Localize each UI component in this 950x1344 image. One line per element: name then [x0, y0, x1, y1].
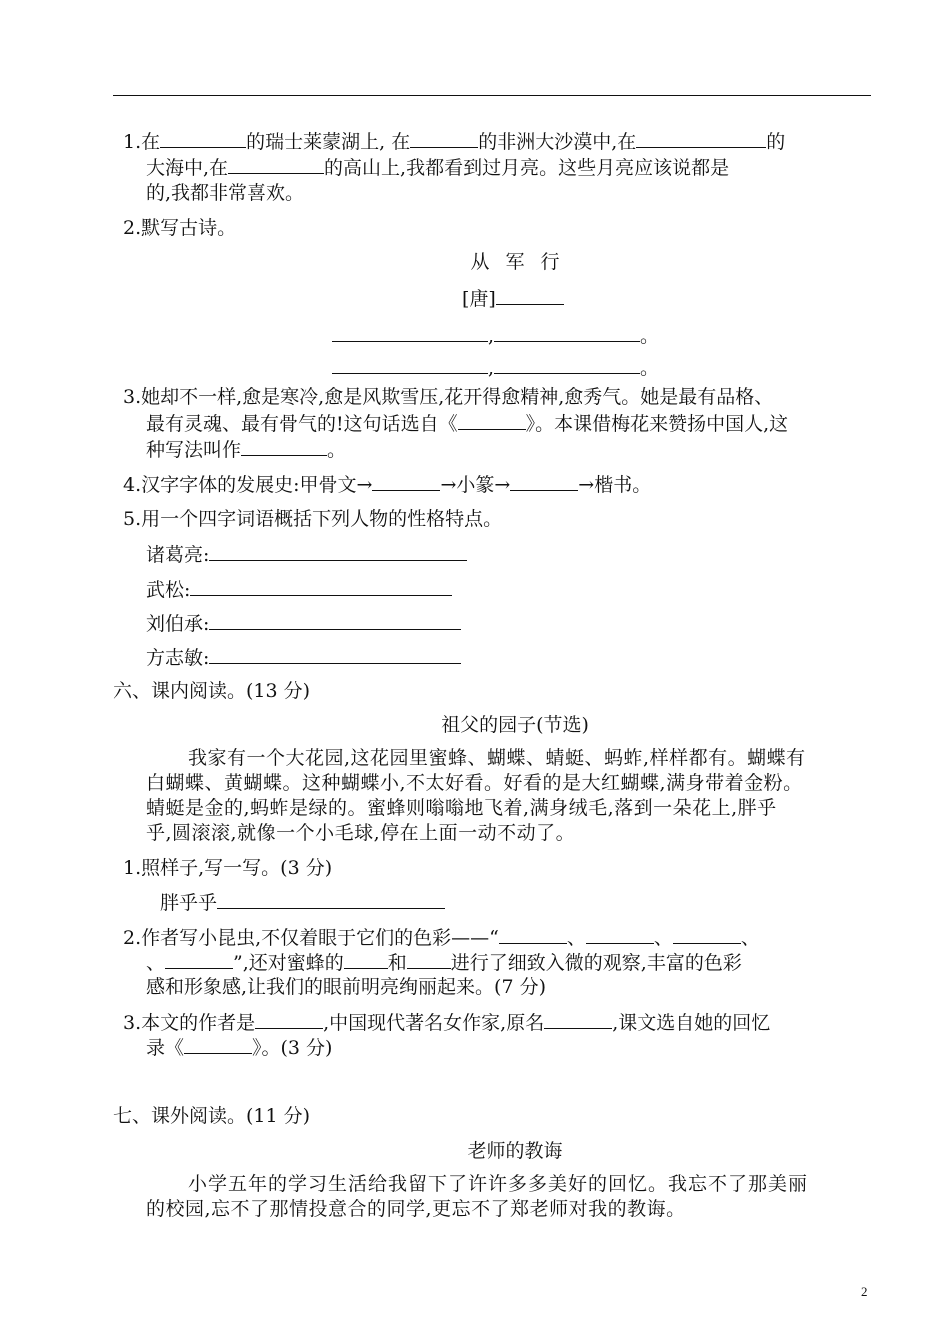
q3-line-2: 最有灵魂、最有骨气的!这句话选自《 》。本课借梅花来赞扬中国人,这: [146, 413, 789, 435]
q4-line: 4.汉字字体的发展史:甲骨文→ →小篆→ →楷书。: [123, 474, 652, 496]
sec6-q1: 1.照样子,写一写。(3 分): [123, 857, 333, 879]
answer-blank[interactable]: [165, 950, 233, 969]
poem-line-1: , 。: [332, 323, 659, 348]
sec6-q2-line-3: 感和形象感,让我们的眼前明亮绚丽起来。(7 分): [146, 976, 546, 998]
q1-line-1: 1.在 的瑞士莱蒙湖上, 在 的非洲大沙漠中,在 的: [123, 131, 786, 153]
answer-blank[interactable]: [673, 925, 741, 944]
person-row: 方志敏:: [146, 645, 461, 670]
answer-blank[interactable]: [586, 925, 654, 944]
answer-blank[interactable]: [636, 129, 766, 148]
answer-blank[interactable]: [190, 577, 452, 596]
passage-line: 白蝴蝶、黄蝴蝶。这种蝴蝶小,不太好看。好看的是大红蝴蝶,满身带着金粉。: [146, 772, 803, 794]
answer-blank[interactable]: [241, 437, 327, 456]
page-number: 2: [861, 1284, 868, 1299]
poem-author-line: [唐]: [462, 286, 564, 311]
q1-line-2: 大海中,在 的高山上,我都看到过月亮。这些月亮应该说都是: [146, 157, 730, 179]
poem-blank[interactable]: [494, 323, 640, 342]
person-row: 诸葛亮:: [146, 542, 467, 567]
sec6-q2-line-2: 、 ”,还对蜜蜂的 和 进行了细致入微的观察,丰富的色彩: [146, 952, 742, 974]
section-7-heading: 七、课外阅读。(11 分): [113, 1105, 311, 1127]
header-rule: [113, 95, 871, 96]
q3-line-3: 种写法叫作 。: [146, 439, 347, 461]
poem-blank[interactable]: [332, 323, 488, 342]
poem-blank[interactable]: [332, 355, 488, 374]
answer-blank[interactable]: [372, 472, 440, 491]
passage-line: 的校园,忘不了那情投意合的同学,更忘不了郑老师对我的教诲。: [146, 1198, 686, 1220]
passage-title: 祖父的园子(节选): [441, 714, 589, 736]
passage-line: 乎,圆滚滚,就像一个小毛球,停在上面一动不动了。: [146, 822, 576, 844]
answer-blank[interactable]: [544, 1010, 612, 1029]
example-row: 胖乎乎: [160, 890, 445, 915]
passage-line: 小学五年的学习生活给我留下了许许多多美好的回忆。我忘不了那美丽: [188, 1173, 809, 1195]
answer-blank[interactable]: [160, 129, 246, 148]
answer-blank[interactable]: [209, 645, 461, 664]
answer-blank[interactable]: [217, 890, 445, 909]
person-row: 武松:: [146, 577, 452, 602]
answer-blank[interactable]: [499, 925, 567, 944]
author-blank[interactable]: [496, 286, 564, 305]
poem-line-2: , 。: [332, 355, 659, 380]
section-6-heading: 六、课内阅读。(13 分): [113, 680, 311, 702]
answer-blank[interactable]: [344, 950, 388, 969]
person-row: 刘伯承:: [146, 611, 461, 636]
answer-blank[interactable]: [209, 611, 461, 630]
answer-blank[interactable]: [407, 950, 451, 969]
q2-label: 2.默写古诗。: [123, 217, 237, 239]
q1-line-3: 的,我都非常喜欢。: [146, 182, 305, 204]
answer-blank[interactable]: [184, 1035, 252, 1054]
answer-blank[interactable]: [228, 155, 324, 174]
passage-title: 老师的教诲: [467, 1140, 563, 1162]
answer-blank[interactable]: [510, 472, 578, 491]
answer-blank[interactable]: [209, 542, 467, 561]
poem-title: 从 军 行: [470, 251, 560, 273]
sec6-q2-line-1: 2.作者写小昆虫,不仅着眼于它们的色彩——“ 、 、 、: [123, 927, 760, 949]
answer-blank[interactable]: [255, 1010, 323, 1029]
q3-line-1: 3.她却不一样,愈是寒冷,愈是风欺雪压,花开得愈精神,愈秀气。她是最有品格、: [123, 386, 774, 408]
sec6-q3-line-1: 3.本文的作者是 ,中国现代著名女作家,原名 ,课文选自她的回忆: [123, 1012, 771, 1034]
passage-line: 蜻蜓是金的,蚂蚱是绿的。蜜蜂则嗡嗡地飞着,满身绒毛,落到一朵花上,胖乎: [146, 797, 777, 819]
passage-line: 我家有一个大花园,这花园里蜜蜂、蝴蝶、蜻蜓、蚂蚱,样样都有。蝴蝶有: [188, 747, 806, 769]
answer-blank[interactable]: [458, 411, 526, 430]
q5-label: 5.用一个四字词语概括下列人物的性格特点。: [123, 508, 503, 530]
sec6-q3-line-2: 录《 》。(3 分): [146, 1037, 333, 1059]
answer-blank[interactable]: [410, 129, 478, 148]
poem-blank[interactable]: [494, 355, 640, 374]
